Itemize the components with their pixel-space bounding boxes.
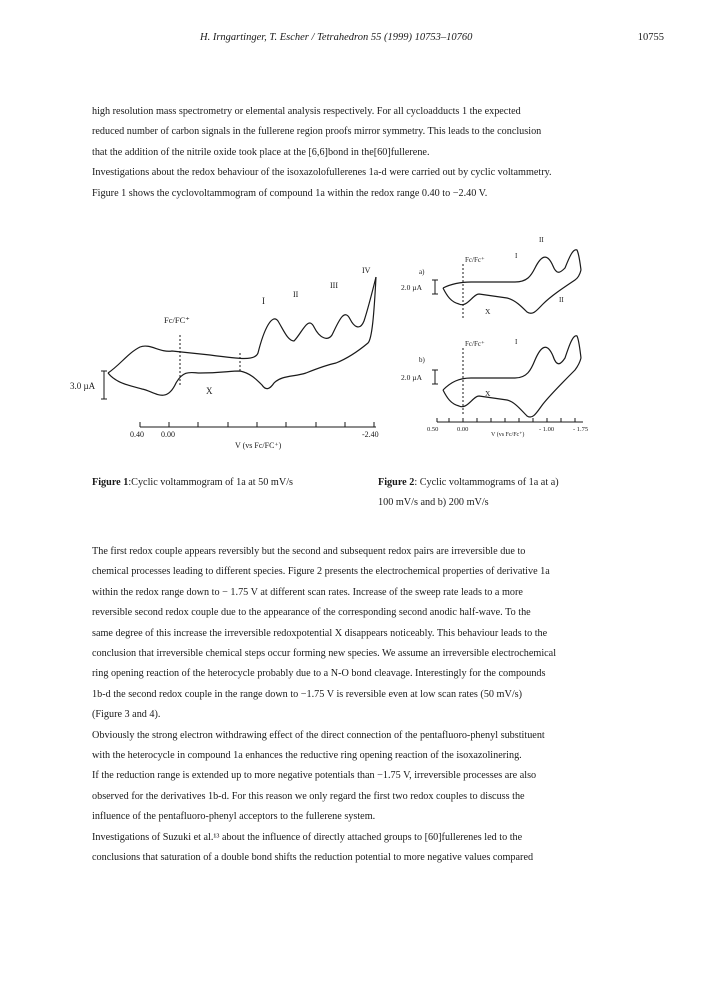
text-line: Obviously the strong electron withdrawing effect of the direct connection of the pentafluoro-phenyl substituent [92,729,545,741]
text-line: If the reduction range is extended up to more negative potentials than −1.75 V, irreversible processes are also [92,770,537,782]
text-line: reduced number of carbon signals in the fullerene region proofs mirror symmetry. This leads to the conclusion [92,126,542,138]
intro-paragraph [92,102,648,204]
text-line: Investigations of Suzuki et al.¹³ about the influence of directly attached groups to [60]fullerenes led to the [92,831,523,843]
text-line: Figure 1 shows the cyclovoltammogram of compound 1a within the redox range 0.40 to −2.40 V. [92,187,488,199]
fig2a-scale-label: 2.0 µA [401,283,422,292]
fig2a-reduction-trace [443,250,581,288]
fig2a-peak-II: II [539,236,544,244]
fig1-x-axis [140,422,376,427]
header-citation: H. Irngartinger, T. Escher / Tetrahedron 55 (1999) 10753–10760 [200,32,473,43]
fig2a-scale-bar [432,280,438,294]
fig2-caption-text-1: : Cyclic voltammograms of 1a at a) [414,477,559,488]
fig2b-scale-label: 2.0 µA [401,373,422,382]
text-line: high resolution mass spectrometry or elemental analysis respectively. For all cycloadducts 1 the expected [92,106,521,117]
fig1-tick-0.40: 0.40 [130,430,144,439]
fig2-caption-label: Figure 2 [378,477,415,488]
fig2-axis-title: V (vs Fc/Fc⁺) [491,432,525,438]
page-number: 10755 [637,32,664,43]
fig2b-fc-label: Fc/Fc⁺ [465,340,485,348]
text-line: same degree of this increase the irreversible redoxpotential X disappears noticeably. This behaviour leads to the [92,627,548,639]
text-line: (Figure 3 and 4). [92,709,161,721]
fig1-peak-III: III [330,281,338,290]
fig1-peak-II: II [293,290,299,299]
text-line: 1b-d the second redox couple in the range down to −1.75 V is reversible even at low scan rates (50 mV/s) [92,688,523,700]
text-line: conclusions that saturation of a double bond shifts the reduction potential to more negative values compared [92,852,534,864]
fig1-axis-title: V (vs Fc/FC⁺) [235,441,282,450]
fig1-peak-IV: IV [362,266,371,275]
fig1-fc-label: Fc/FC⁺ [164,315,190,325]
figure-1-voltammogram [70,255,400,450]
text-line: with the heterocycle in compound 1a enhances the reductive ring opening reaction of the isoxazolinering. [92,750,522,762]
fig1-caption-text: :Cyclic voltammogram of 1a at 50 mV/s [128,477,293,488]
fig1-peak-I: I [262,296,265,306]
fig1-tick-minus-2.40: -2.40 [362,430,379,439]
text-line: The first redox couple appears reversibly but the second and subsequent redox pairs are irreversible due to [92,546,526,557]
figure-2-caption [378,473,658,513]
fig2-tick-0.50: 0.50 [427,426,439,433]
fig2-caption-text-2: 100 mV/s and b) 200 mV/s [378,497,489,508]
text-line: observed for the derivatives 1b-d. For this reason we only regard the first two redox couples to discuss the [92,790,525,802]
text-line: Investigations about the redox behaviour of the isoxazolofullerenes 1a-d were carried out by cyclic voltammetry. [92,167,552,179]
fig1-oxidation-trace [108,277,376,395]
fig2b-panel-label: b) [419,356,425,364]
fig2a-x-label: X [485,307,491,316]
figure-1-caption [92,473,293,493]
fig2b-oxidation-trace [443,358,581,417]
fig1-x-label: X [206,386,213,396]
fig2a-panel-label: a) [419,268,425,276]
text-line: conclusion that irreversible chemical steps occur forming new species. We assume an irreversible electrochemical [92,648,557,660]
fig1-caption-label: Figure 1 [92,477,129,488]
text-line: that the addition of the nitrile oxide took place at the [6,6]bond in the[60]fullerene. [92,146,430,158]
fig2-tick-minus-1.75: - 1.75 [573,426,589,433]
fig2b-peak-I: I [515,338,518,346]
text-line: ring opening reaction of the heterocycle probably due to a N-O bond cleavage. Interestingly for the compounds [92,668,546,680]
fig2-tick-minus-1.00: - 1.00 [539,426,555,433]
fig2a-oxidation-trace [443,270,581,313]
fig2a-peak-I: I [515,252,518,260]
fig2a-fc-label: Fc/Fc⁺ [465,256,485,264]
text-line: within the redox range down to − 1.75 V at different scan rates. Increase of the sweep rate leads to a more [92,586,523,598]
fig2b-scale-bar [432,370,438,384]
text-line: reversible second redox couple due to the appearance of the corresponding second anodic half-wave. To the [92,607,531,619]
figure-2-voltammograms [401,232,655,447]
fig1-scale-label: 3.0 µA [70,381,96,391]
fig1-reduction-trace [108,277,376,373]
fig2b-reduction-trace [443,336,581,390]
text-line: influence of the pentafluoro-phenyl acceptors to the fullerene system. [92,811,376,823]
fig2-x-axis [437,418,583,422]
body-paragraph [92,542,648,869]
fig1-scale-bar [101,371,107,399]
fig2-tick-0.00: 0.00 [457,426,469,433]
fig1-tick-0.00: 0.00 [161,430,175,439]
fig2b-x-label: X [485,389,491,398]
text-line: chemical processes leading to different species. Figure 2 presents the electrochemical properties of derivative 1a [92,566,550,578]
fig2a-peak-II-lower: II [559,296,564,304]
